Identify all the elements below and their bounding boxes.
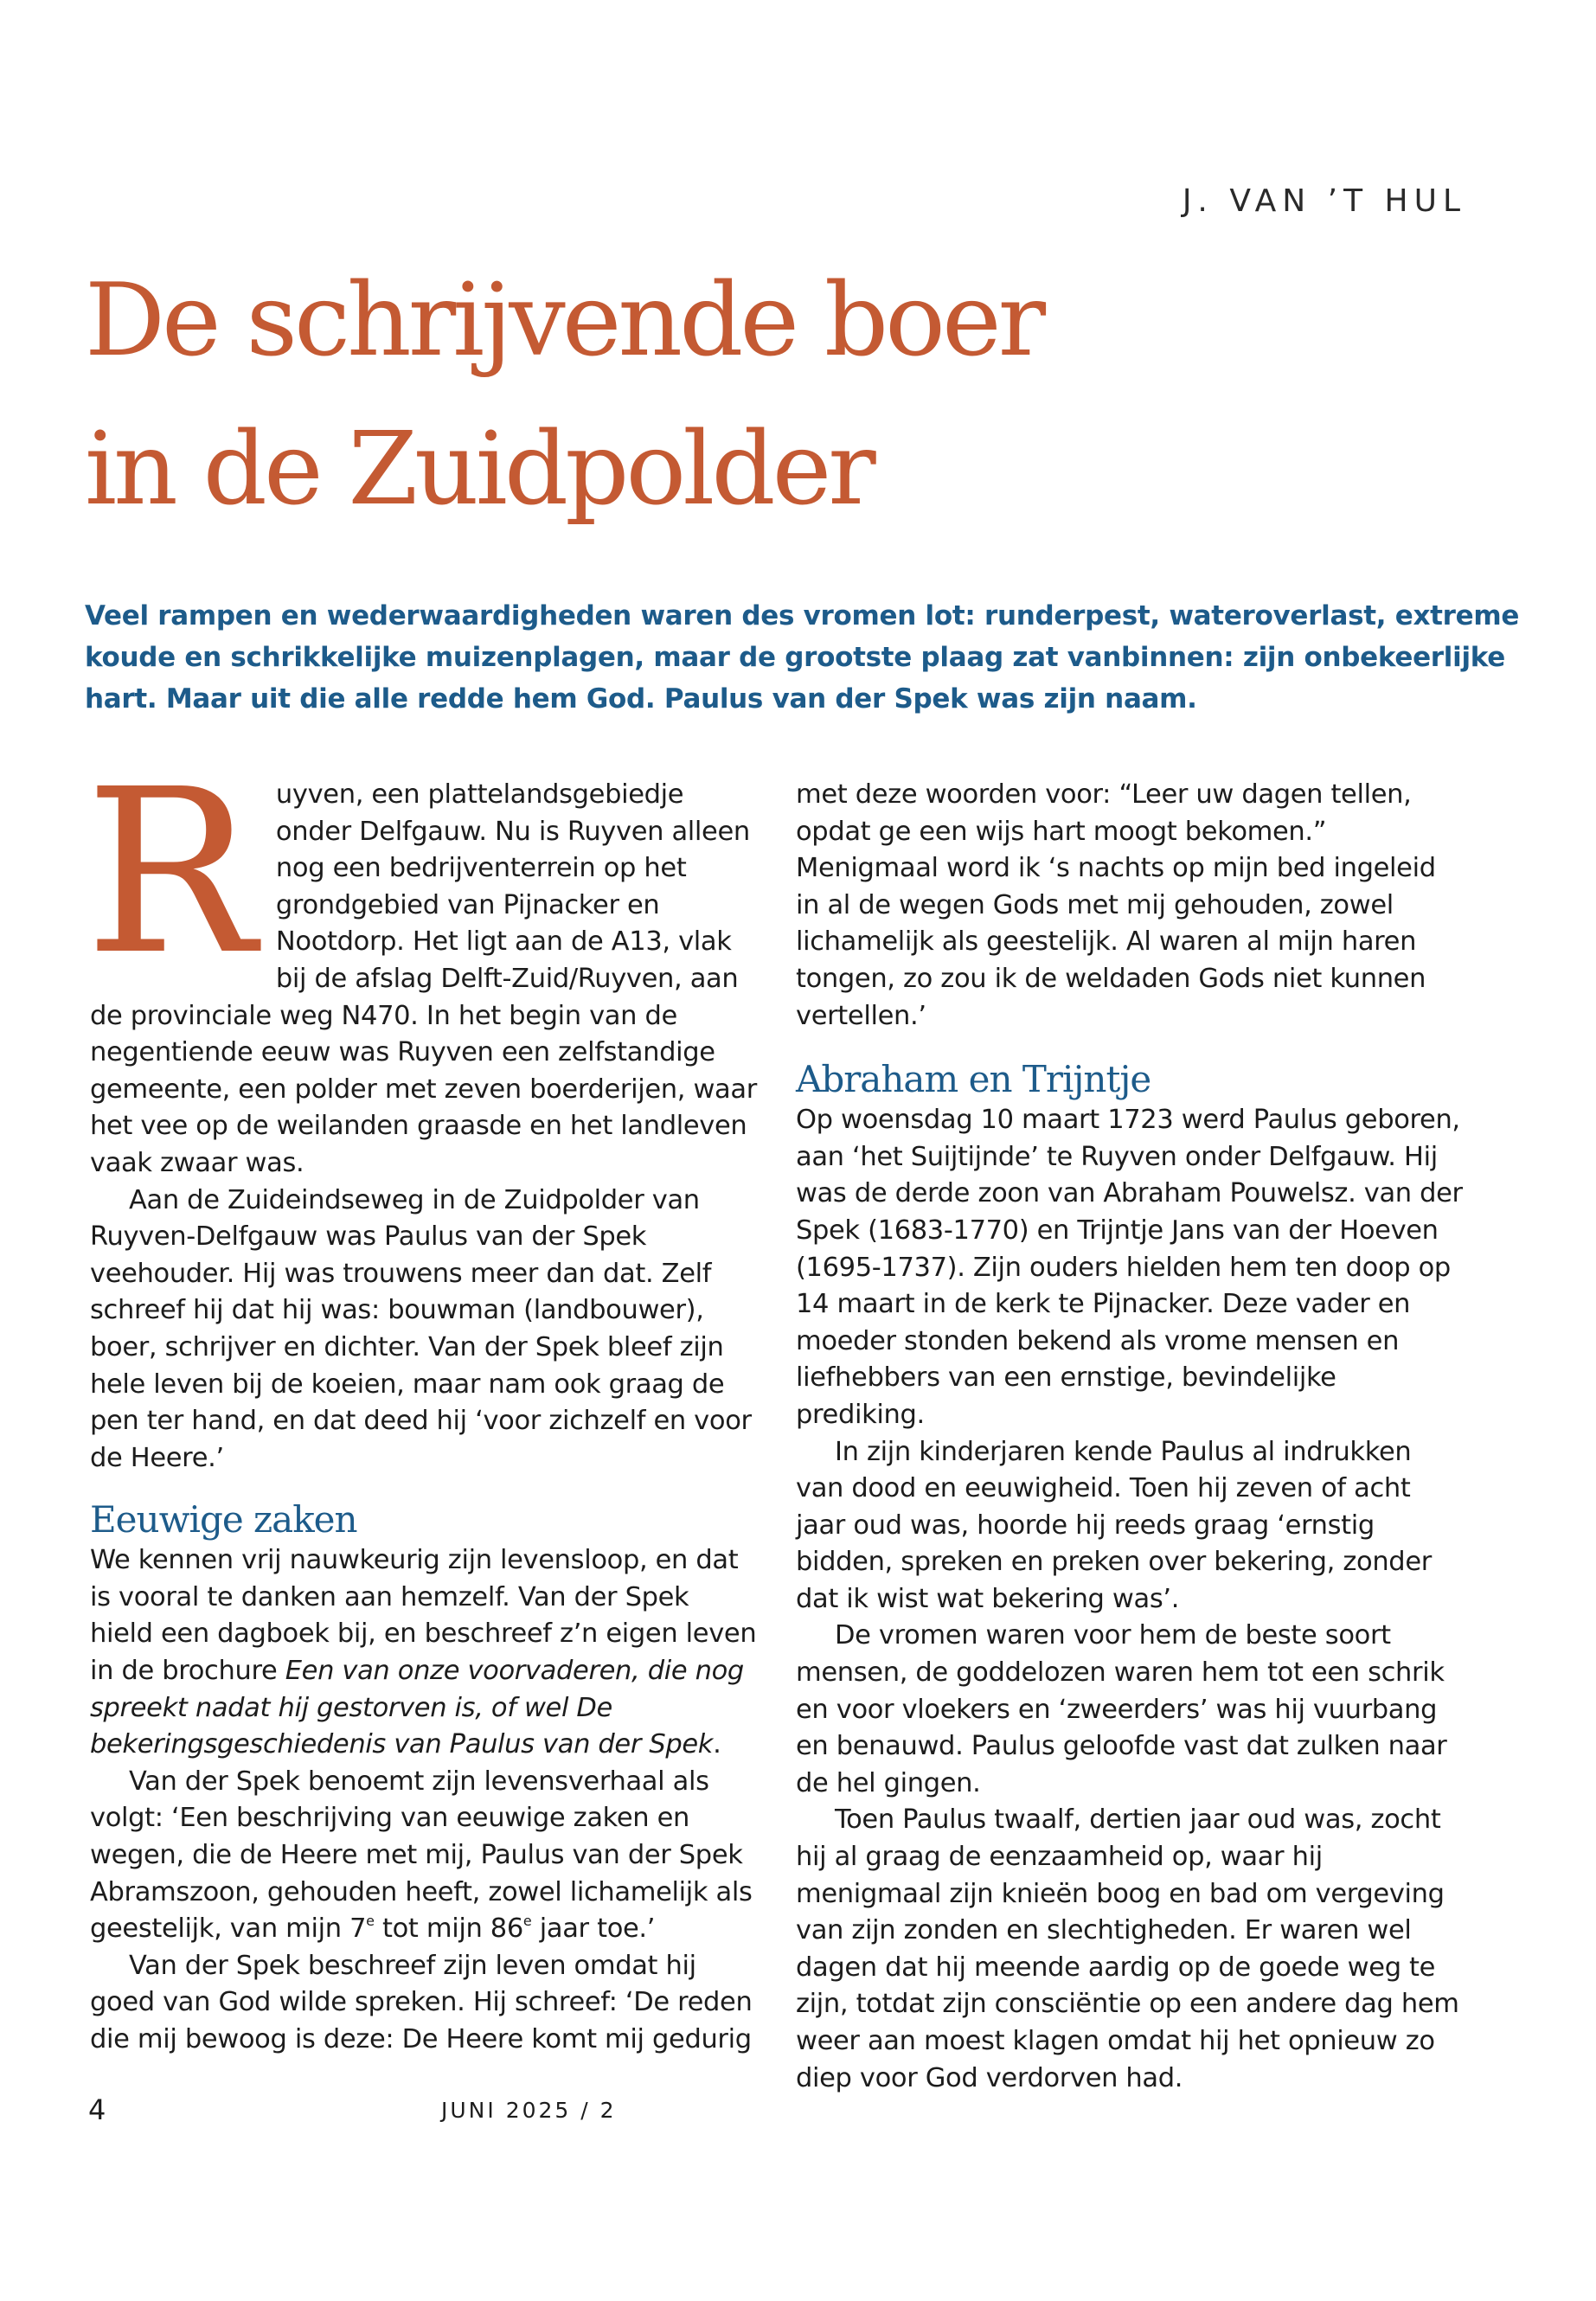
paragraph-opening-text: uyven, een plattelandsgebiedje onder Delfgauw. Nu is Ruyven alleen nog een bedrijventerrein op het grondgebied van Pijnacker en Nootdorp. Het ligt aan de A13, vlak bij de afslag Delft-Zuid/Ruyven, aan de provinciale weg N470. In het begin van de negentiende eeuw was Ruyven een zelfstandige gemeente, een polder met zeven boerderijen, waar het vee op de weilanden graasde en het landleven vaak zwaar was. bbox=[90, 779, 757, 1178]
page-number: 4 bbox=[88, 2093, 106, 2126]
article-title bbox=[85, 247, 1042, 544]
left-column bbox=[85, 740, 758, 2059]
paragraph: Van der Spek beschreef zijn leven omdat hij goed van God wilde spreken. Hij schreef: ‘De reden die mij bewoog is deze: De Heere komt mij gedurig bbox=[90, 1950, 753, 2054]
paragraph: In zijn kinderjaren kende Paulus al indrukken van dood en eeuwigheid. Toen hij zeven of acht jaar oud was, hoorde hij reeds graag ‘ernstig bidden, spreken en preken over bekering, zonder dat ik wist wat bekering was’. bbox=[796, 1436, 1432, 1614]
paragraph: Op woensdag 10 maart 1723 werd Paulus geboren, aan ‘het Suijtijnde’ te Ruyven onder Delfgauw. Hij was de derde zoon van Abraham Pouwelsz. van der Spek (1683-1770) en Trijntje Jans van der Hoeven (1695-1737). Zijn ouders hielden hem ten doop op 14 maart in de kerk te Pijnacker. Deze vader en moeder stonden bekend als vrome mensen en liefhebbers van een ernstige, bevindelijke prediking. bbox=[796, 1105, 1463, 1430]
superscript: e bbox=[522, 1913, 532, 1930]
title-line-2: in de Zuidpolder bbox=[85, 411, 873, 528]
paragraph: Toen Paulus twaalf, dertien jaar oud was, zocht hij al graag de eenzaamheid op, waar hij menigmaal zijn knieën boog en bad om vergeving van zijn zonden en slechtigheden. Er waren wel dagen dat hij meende aardig op de goede weg te zijn, totdat zijn consciëntie op een andere dag hem weer aan moest klagen omdat hij het opnieuw zo diep voor God verdorven had. bbox=[796, 1804, 1459, 2093]
paragraph: Aan de Zuideindseweg in de Zuidpolder van Ruyven-Delfgauw was Paulus van der Spek veehouder. Hij was trouwens meer dan dat. Zelf schreef hij dat hij was: bouwman (landbouwer), boer, schrijver en dichter. Van der Spek bleef zijn hele leven bij de koeien, maar nam ook graag de pen ter hand, en dat deed hij ‘voor zichzelf en voor de Heere.’ bbox=[90, 1184, 752, 1473]
paragraph: De vromen waren voor hem de beste soort mensen, de goddelozen waren hem tot een schrik en voor vloekers en ‘zweerders’ was hij vuurbang en benauwd. Paulus geloofde vast dat zulken naar de hel gingen. bbox=[796, 1620, 1447, 1798]
drop-cap: R bbox=[85, 740, 255, 1004]
paragraph-opening bbox=[85, 740, 758, 1183]
paragraph: Van der Spek benoemt zijn levensverhaal als volgt: ‘Een beschrijving van eeuwige zaken en wegen, die de Heere met mij, Paulus van der Spek Abramszoon, gehouden heeft, zowel lichamelijk als geestelijk, van mijn 7e tot mijn 86e jaar toe.’ bbox=[90, 1766, 753, 1945]
section-heading-eeuwige-zaken: Eeuwige zaken bbox=[90, 1498, 357, 1541]
issue-label: JUNI 2025 / 2 bbox=[441, 2098, 617, 2123]
book-title: Een van onze voorvaderen, die nog spreekt nadat hij gestorven is, of wel De bekeringsgeschiedenis van Paulus van der Spek bbox=[90, 1656, 744, 1760]
paragraph: met deze woorden voor: “Leer uw dagen tellen, opdat ge een wijs hart moogt bekomen.” Menigmaal word ik ‘s nachts op mijn bed ingeleid in al de wegen Gods met mij gehouden, zowel lichamelijk als geestelijk. Al waren al mijn haren tongen, zo zou ik de weldaden Gods niet kunnen vertellen.’ bbox=[796, 779, 1436, 1031]
title-line-1: De schrijvende boer bbox=[85, 262, 1043, 379]
article-intro: Veel rampen en wederwaardigheden waren des vromen lot: runderpest, wateroverlast, extreme koude en schrikkelijke muizenplagen, maar de grootste plaag zat vanbinnen: zijn onbekeerlijke hart. Maar uit die alle redde hem God. Paulus van der Spek was zijn naam. bbox=[85, 600, 1520, 715]
superscript: e bbox=[366, 1913, 375, 1930]
paragraph: We kennen vrij nauwkeurig zijn levensloop, en dat is vooral te danken aan hemzelf. Van der Spek hield een dagboek bij, en beschreef z’n eigen leven in de brochure Een van onze voorvaderen, die nog spreekt nadat hij gestorven is, of wel De bekeringsgeschiedenis van Paulus van der Spek. bbox=[90, 1545, 757, 1760]
section-heading-abraham-en-trijntje: Abraham en Trijntje bbox=[796, 1058, 1151, 1101]
author-byline: J. VAN ’T HUL bbox=[1182, 183, 1466, 219]
right-column bbox=[796, 777, 1464, 2097]
